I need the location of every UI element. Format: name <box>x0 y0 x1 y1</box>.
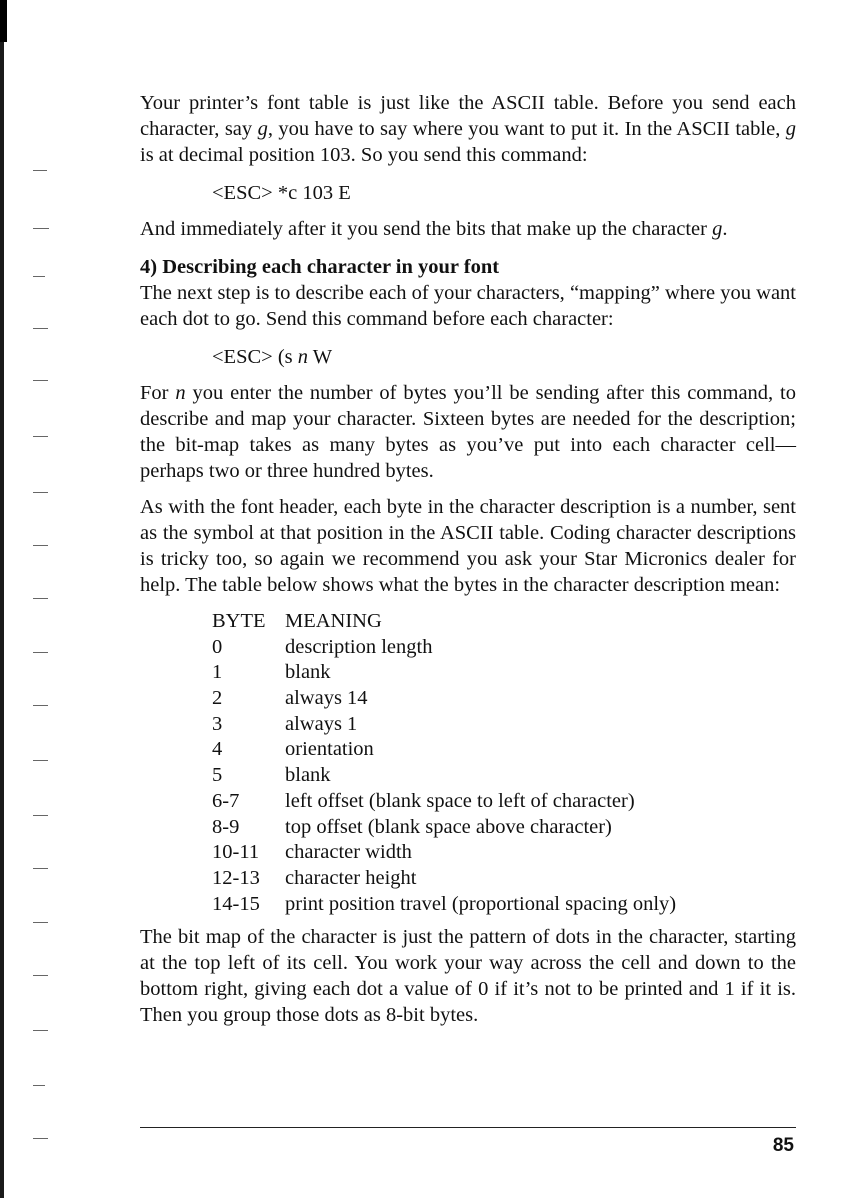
margin-mark <box>33 652 48 653</box>
command-position: <ESC> *c 103 E <box>212 182 351 204</box>
margin-mark <box>33 815 48 816</box>
command-describe: <ESC> (s n W <box>212 346 333 368</box>
table-row: 6-7 left offset (blank space to left of character) <box>212 789 635 812</box>
page-number: 85 <box>772 1135 794 1156</box>
paragraph-describe: The next step is to describe each of your characters, “mapping” where you want each dot to go. Send this command before each character: <box>140 282 796 330</box>
paragraph-bit-map: The bit map of the character is just the pattern of dots in the character, starting at the top left of its cell. You work your way across the cell and down to the bottom right, giving each dot a value of 0 if it’s not to be printed and 1 if it is. Then you group those dots as 8-bit bytes. <box>140 926 796 1027</box>
margin-mark <box>33 975 48 976</box>
binding-mark <box>0 0 7 42</box>
margin-mark <box>33 545 48 546</box>
margin-mark <box>33 380 48 381</box>
margin-mark <box>33 760 48 761</box>
page-binding-edge <box>0 0 4 1198</box>
table-row: 8-9 top offset (blank space above character) <box>212 815 612 838</box>
margin-mark <box>33 492 48 493</box>
byte-meaning-table <box>212 608 796 916</box>
margin-mark <box>33 1138 48 1139</box>
table-row: 2 always 14 <box>212 687 368 710</box>
margin-mark <box>33 436 48 437</box>
page-body <box>140 90 796 1028</box>
table-row: 14-15 print position travel (proportional spacing only) <box>212 892 677 915</box>
margin-mark <box>33 922 48 923</box>
table-header <box>212 608 796 634</box>
paragraph-font-table: Your printer’s font table is just like the ASCII table. Before you send each character, say g, you have to say where you want to put it. In the ASCII table, g is at decimal position 103. So you send this command: <box>140 92 796 166</box>
header-meaning: MEANING <box>285 610 382 632</box>
margin-mark <box>33 1030 48 1031</box>
header-byte: BYTE <box>212 610 266 632</box>
table-row: 5 blank <box>212 764 331 787</box>
margin-mark <box>33 868 48 869</box>
table-row: 1 blank <box>212 661 331 684</box>
table-row: 0 description length <box>212 635 433 658</box>
paragraph-byte-count: For n you enter the number of bytes you’ll be sending after this command, to describe and map your character. Sixteen bytes are needed for the description; the bit-map takes as many bytes as you’ve put into each character cell— perhaps two or three hundred bytes. <box>140 382 796 482</box>
section-heading: 4) Describing each character in your font <box>140 256 500 278</box>
footer-rule <box>140 1127 796 1128</box>
margin-mark <box>33 276 45 277</box>
paragraph-send-bits: And immediately after it you send the bits that make up the character g. <box>140 218 728 240</box>
table-row: 3 always 1 <box>212 712 358 735</box>
table-row: 4 orientation <box>212 738 374 761</box>
margin-mark <box>33 328 48 329</box>
margin-mark <box>33 598 48 599</box>
margin-mark <box>33 228 49 229</box>
paragraph-character-description: As with the font header, each byte in the character description is a number, sent as the symbol at that position in the ASCII table. Coding character descriptions is tricky too, so again we recommend you ask your Star Micronics dealer for help. The table below shows what the bytes in the character description mean: <box>140 496 796 596</box>
margin-mark <box>33 1085 45 1086</box>
margin-mark <box>33 170 47 171</box>
table-row: 10-11 character width <box>212 841 412 864</box>
table-row: 12-13 character height <box>212 866 417 889</box>
margin-mark <box>33 705 48 706</box>
